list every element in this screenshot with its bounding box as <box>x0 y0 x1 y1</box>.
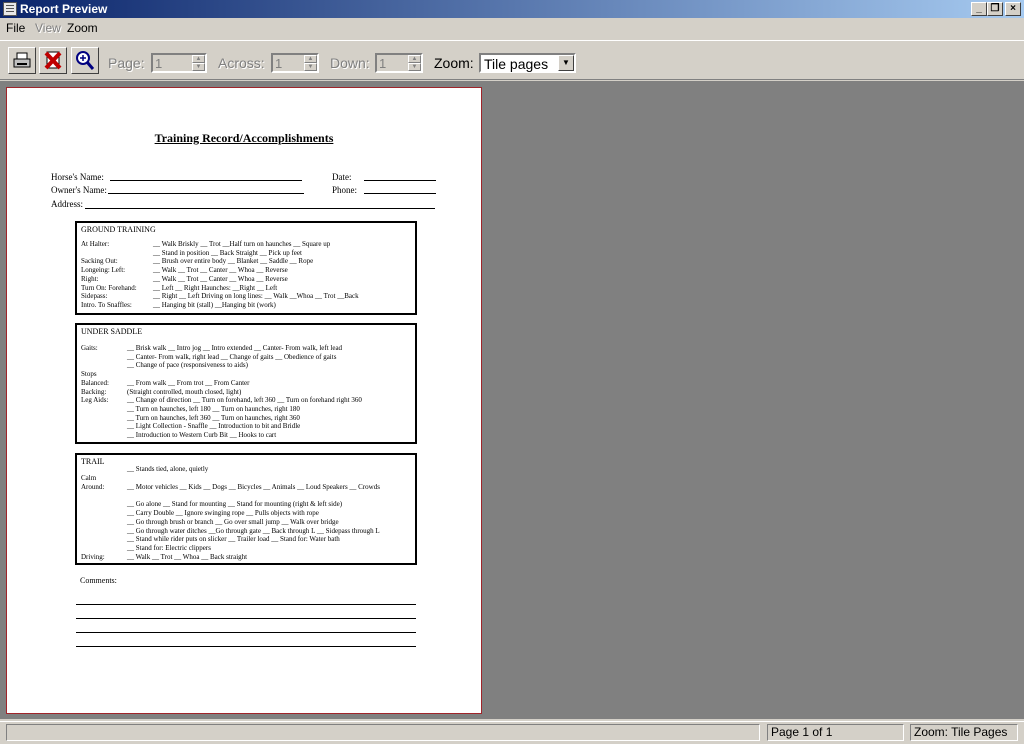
row-text: (Straight controlled, mouth closed, light) <box>127 387 242 396</box>
row-text: __ Brisk walk __ Intro jog __ Intro extended __ Canter- From walk, left lead <box>127 344 343 352</box>
row-label: Intro. To Snaffles: <box>81 300 132 309</box>
zoom-button[interactable] <box>71 47 99 74</box>
minimize-button[interactable]: _ <box>971 2 987 16</box>
row-text: __ Turn on haunches, left 180 __ Turn on haunches, right 180 <box>127 404 300 413</box>
print-button[interactable] <box>8 47 36 74</box>
row-label: Calm <box>81 473 97 482</box>
report-title: Training Record/Accomplishments <box>154 131 334 145</box>
zoom-select[interactable] <box>479 53 576 73</box>
row-label: Balanced: <box>81 378 109 387</box>
section-heading: UNDER SADDLE <box>81 327 143 336</box>
row-text: __ Walk Briskly __ Trot __Half turn on haunches __ Square up <box>153 240 331 248</box>
comment-line <box>76 646 416 647</box>
row-text: __ Stand while rider puts on slicker __ Trailer load __ Stand for: Water bath <box>127 535 340 544</box>
row-text: __ Motor vehicles __ Kids __ Dogs __ Bicycles __ Animals __ Loud Speakers __ Crowds <box>127 482 380 491</box>
spin-up-icon[interactable]: ▲ <box>192 55 205 63</box>
row-label: Around: <box>81 482 105 491</box>
row-text: __ Change of pace (responsiveness to aids) <box>127 361 248 370</box>
address-label: Address: <box>51 199 83 209</box>
close-button[interactable]: × <box>1005 2 1021 16</box>
menu-zoom[interactable]: Zoom <box>67 21 98 35</box>
comment-line <box>76 618 416 619</box>
row-label: Leg Aids: <box>81 396 109 405</box>
row-label: Sidepass: <box>81 292 108 301</box>
across-spinner[interactable] <box>271 53 319 73</box>
zoom-select-value: Tile pages <box>484 56 549 72</box>
row-label: Driving: <box>81 553 105 561</box>
zoom-label: Zoom: <box>434 55 474 71</box>
status-bar <box>0 721 1024 744</box>
row-text: __ Change of direction __ Turn on forehand, left 360 __ Turn on forehand right 360 <box>127 396 362 405</box>
row-label: Longeing: Left: <box>81 266 126 275</box>
row-label: Sacking Out: <box>81 257 118 266</box>
page-label: Page: <box>108 55 145 71</box>
report-page <box>6 87 482 714</box>
status-pane-main <box>6 724 760 741</box>
row-text: __ Walk __ Trot __ Canter __ Whoa __ Reverse <box>153 266 288 275</box>
report-icon <box>3 2 17 16</box>
title-bar <box>0 0 1024 18</box>
date-label: Date: <box>332 172 352 182</box>
section-heading: GROUND TRAINING <box>81 225 156 234</box>
restore-button[interactable]: ❐ <box>987 2 1003 16</box>
row-text: __ Turn on haunches, left 360 __ Turn on haunches, right 360 <box>127 413 300 422</box>
row-text: __ Go through brush or branch __ Go over small jump __ Walk over bridge <box>127 517 339 526</box>
close-preview-button[interactable] <box>39 47 67 74</box>
row-label: Turn On: Forehand: <box>81 283 137 292</box>
row-text: __ Introduction to Western Curb Bit __ Hooks to cart <box>127 431 277 439</box>
across-label: Across: <box>218 55 265 71</box>
horse-name-line <box>110 180 302 181</box>
spin-up-icon[interactable]: ▲ <box>408 55 421 63</box>
row-text: __ Brush over entire body __ Blanket __ Saddle __ Rope <box>153 257 314 266</box>
row-text: __ Carry Double __ Ignore swinging rope __ Pulls objects with rope <box>127 509 319 517</box>
row-text: __ Canter- From walk, right lead __ Change of gaits __ Obedience of gaits <box>127 352 337 361</box>
menu-file[interactable]: File <box>6 21 26 35</box>
row-label: At Halter: <box>81 240 110 248</box>
address-line <box>85 208 435 209</box>
preview-canvas[interactable] <box>0 81 1024 719</box>
row-text: __ Stand in position __ Back Straight __ Pick up feet <box>153 248 302 257</box>
comment-line <box>76 632 416 633</box>
row-text: __ Stands tied, alone, quietly <box>127 465 209 473</box>
under-saddle-section <box>75 323 417 444</box>
status-zoom: Zoom: Tile Pages <box>910 724 1018 741</box>
trail-section <box>75 453 417 565</box>
row-text: __ Walk __ Trot __ Whoa __ Back straight <box>127 553 248 561</box>
row-text: __ From walk __ From trot __ From Canter <box>127 378 250 387</box>
horse-name-label: Horse's Name: <box>51 172 104 182</box>
row-text: __ Left __ Right Haunches: __Right __ Left <box>153 283 278 292</box>
row-label: Stops <box>81 370 97 379</box>
across-value: 1 <box>275 56 283 71</box>
page-value: 1 <box>155 56 163 71</box>
comment-line <box>76 604 416 605</box>
phone-line <box>364 193 436 194</box>
menu-view[interactable]: View <box>35 21 61 35</box>
owner-name-label: Owner's Name: <box>51 185 107 195</box>
down-spinner[interactable] <box>375 53 423 73</box>
owner-name-line <box>108 193 304 194</box>
spin-down-icon[interactable]: ▼ <box>304 63 317 71</box>
section-heading: TRAIL <box>81 457 105 466</box>
window-title: Report Preview <box>20 2 108 16</box>
row-label: Right: <box>81 274 99 283</box>
close-doc-icon <box>40 48 66 73</box>
row-text: __ Stand for: Electric clippers <box>127 544 211 553</box>
page-spinner[interactable] <box>151 53 207 73</box>
status-page: Page 1 of 1 <box>767 724 904 741</box>
row-text: __ Hanging bit (stall) __Hanging bit (work) <box>153 300 276 309</box>
row-text: __ Walk __ Trot __ Canter __ Whoa __ Reverse <box>153 274 288 283</box>
row-text: __ Light Collection - Snaffle __ Introduction to bit and Bridle <box>127 422 301 431</box>
comments-label: Comments: <box>80 576 117 585</box>
spin-up-icon[interactable]: ▲ <box>304 55 317 63</box>
ground-training-section <box>75 221 417 315</box>
menu-bar <box>0 18 1024 38</box>
row-text: __ Go through water ditches __Go through gate __ Back through L __ Sidepass through L <box>127 526 380 535</box>
phone-label: Phone: <box>332 185 358 195</box>
row-label: Gaits: <box>81 344 98 352</box>
row-label: Backing: <box>81 387 107 396</box>
spin-down-icon[interactable]: ▼ <box>192 63 205 71</box>
row-text: __ Go alone __ Stand for mounting __ Stand for mounting (right & left side) <box>127 500 343 509</box>
spin-down-icon[interactable]: ▼ <box>408 63 421 71</box>
printer-icon <box>9 48 35 73</box>
chevron-down-icon[interactable]: ▼ <box>558 55 574 71</box>
date-line <box>364 180 436 181</box>
row-text: __ Right __ Left Driving on long lines: __ Walk __Whoa __ Trot __Back <box>153 292 359 301</box>
down-value: 1 <box>379 56 387 71</box>
magnifier-icon <box>72 48 98 73</box>
down-label: Down: <box>330 55 370 71</box>
